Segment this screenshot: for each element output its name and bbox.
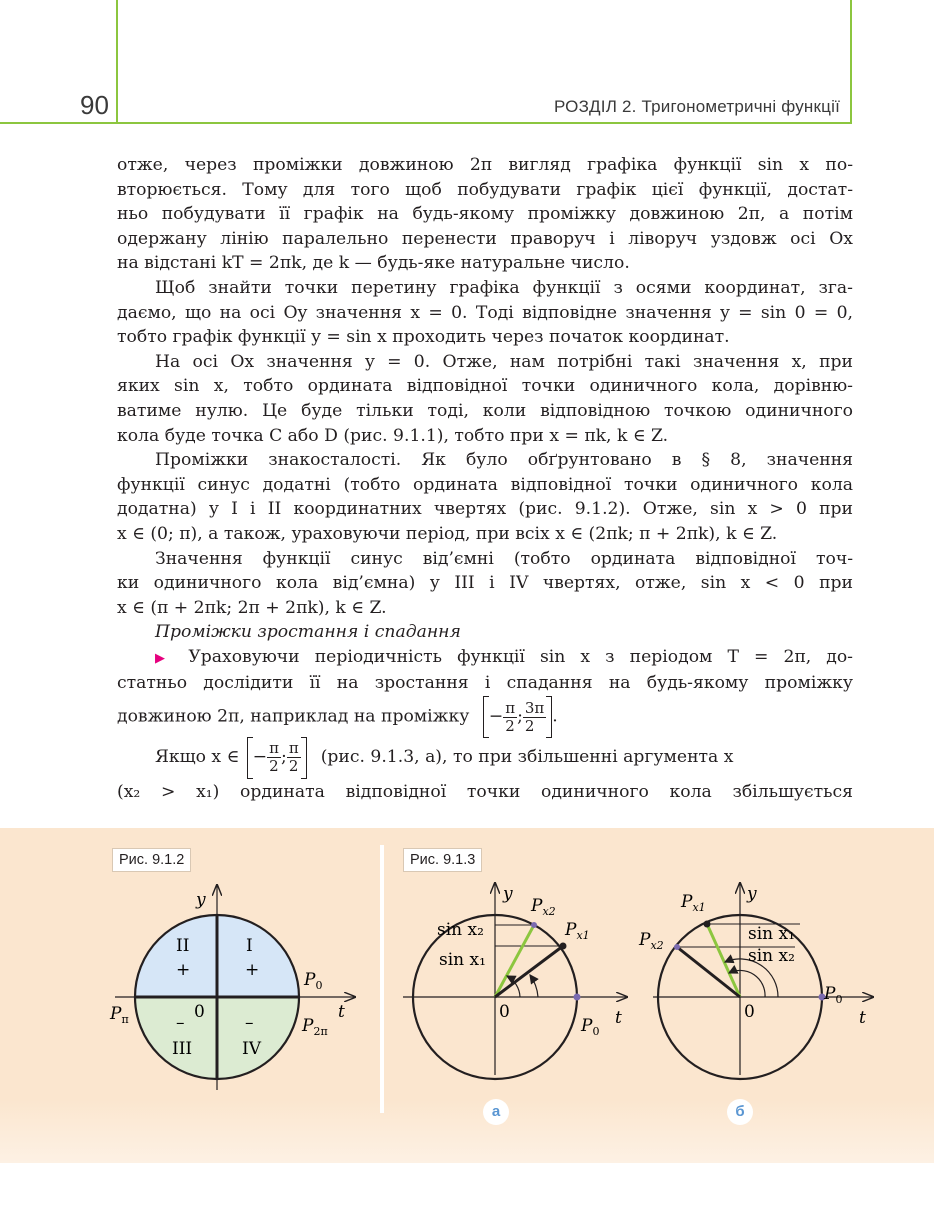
t-axis-label: t (615, 1008, 622, 1028)
bracket-right (301, 737, 307, 779)
quadrant-label-i: I (246, 936, 253, 956)
denominator: 2 (505, 716, 515, 735)
figure-caption-9-1-2: Рис. 9.1.2 (112, 848, 191, 872)
radius-x1 (707, 924, 740, 997)
denominator: 2 (269, 757, 279, 776)
sin-x1-label: sin x₁ (439, 950, 486, 970)
text-line: ки одиничного кола від’ємна) у III і IV чвертях, отже, sin x < 0 при (117, 573, 853, 594)
numerator: π (288, 739, 299, 758)
fraction (287, 740, 301, 775)
fraction (267, 740, 281, 775)
quadrant-sign-iv: – (245, 1013, 254, 1033)
fraction (503, 700, 517, 735)
point-px2 (531, 922, 537, 928)
semicolon: ; (281, 747, 287, 768)
page-number: 90 (80, 90, 109, 120)
point-label-px1: $P_{x1}$ (681, 892, 706, 914)
quadrant-label-iv: IV (242, 1039, 261, 1059)
period: . (552, 706, 558, 727)
point-label-px1: $P_{x1}$ (565, 920, 590, 942)
point-px1 (704, 921, 711, 928)
running-title: РОЗДІЛ 2. Тригонометричні функції (554, 97, 840, 116)
figure-9-1-3-a (395, 875, 640, 1075)
fraction (523, 700, 546, 735)
angle-arc-1 (530, 975, 538, 997)
text-line (117, 645, 853, 672)
text-line: кола буде точка C або D (рис. 9.1.1), тобто при x = πk, k ∈ Z. (117, 425, 669, 446)
point-label-p0: $P_0$ (581, 1016, 600, 1038)
origin-label: 0 (744, 1002, 755, 1022)
figure-separator (380, 845, 384, 1113)
sin-x1-label: sin x₁ (748, 924, 795, 944)
point-px2 (674, 944, 680, 950)
text-line: Проміжки знакосталості. Як було обґрунтовано в § 8, значення (155, 450, 853, 471)
text-line-content: (рис. 9.1.3, а), то при збільшенні аргумента x (320, 747, 734, 768)
body-text (117, 153, 853, 805)
text-line: x ∈ (0; π), а також, ураховуючи період, при всіх x ∈ (2πk; π + 2πk), k ∈ Z. (117, 523, 778, 544)
y-axis-label: y (747, 884, 757, 904)
header-hline-left (0, 122, 118, 124)
text-line (117, 696, 853, 736)
quadrant-sign-ii: + (176, 960, 191, 980)
point-label-p2pi: $P_{2\pi}$ (302, 1016, 328, 1038)
section-heading: Проміжки зростання і спадання (155, 622, 461, 643)
text-line-content: довжиною 2π, наприклад на проміжку (117, 706, 470, 727)
text-line: одержану лінію паралельно перенести праворуч і ліворуч уздовж осі Ox (117, 228, 853, 249)
text-line: На осі Ox значення y = 0. Отже, нам потрібні такі значення x, при (155, 351, 853, 372)
point-label-px2: $P_{x2}$ (639, 930, 664, 952)
quadrant-label-ii: II (176, 936, 190, 956)
sin-x2-label: sin x₂ (748, 946, 795, 966)
text-line: x ∈ (π + 2πk; 2π + 2πk), k ∈ Z. (117, 597, 387, 618)
text-line: отже, через проміжки довжиною 2π вигляд графіка функції sin x по- (117, 155, 853, 175)
triangle-bullet-icon: ▶ (155, 650, 189, 666)
numerator: π (505, 698, 516, 717)
header-vline-left (116, 0, 118, 122)
figure-background-fade (0, 1100, 934, 1163)
point-label-p0: $P_0$ (304, 970, 323, 992)
numerator: π (269, 739, 280, 758)
subfigure-label-b: б (727, 1099, 753, 1125)
figure-caption-9-1-3: Рис. 9.1.3 (403, 848, 482, 872)
interval-expression (247, 736, 307, 779)
point-p0 (574, 994, 581, 1001)
minus-sign: − (252, 747, 268, 768)
text-line: ватиме нулю. Це буде тільки тоді, коли відповідною точкою одиничного (117, 400, 853, 421)
sin-x2-label: sin x₂ (437, 920, 484, 940)
quadrant-sign-iii: – (176, 1013, 185, 1033)
text-line: на відстані kT = 2πk, де k — будь-яке натуральне число. (117, 253, 630, 274)
text-line: (x₂ > x₁) ордината відповідної точки одиничного кола збільшується (117, 782, 853, 803)
radius-x1 (495, 946, 563, 997)
radius-x2 (495, 925, 534, 997)
text-line: вторюється. Тому для того щоб побудувати графік цієї функції, достат- (117, 179, 853, 200)
y-axis-label: y (196, 890, 206, 910)
text-line: функції синус додатні (тобто ордината відповідної точки одиничного кола (117, 474, 853, 495)
t-axis-label: t (338, 1002, 345, 1022)
text-line: даємо, що на осі Oy значення x = 0. Тоді відповідне значення y = sin 0 = 0, (117, 302, 853, 323)
denominator: 2 (524, 716, 535, 735)
text-line: яких sin x, тобто ордината відповідної точки одиничного кола, дорівню- (117, 376, 853, 397)
minus-sign: − (488, 706, 504, 727)
text-line: ньо побудувати її графік на будь-якому проміжку довжиною 2π, а потім (117, 204, 853, 225)
origin-label: 0 (194, 1002, 205, 1022)
text-line-content: Ураховуючи періодичність функції sin x з періодом T = 2π, до- (188, 646, 853, 667)
figure-9-1-2-unit-circle (100, 875, 370, 1095)
t-axis-label: t (859, 1008, 866, 1028)
header-vline-right (850, 0, 852, 122)
quadrant-sign-i: + (245, 960, 260, 980)
figure-9-1-3-b (639, 875, 890, 1075)
point-px1 (560, 943, 567, 950)
subfigure-label-a: а (483, 1099, 509, 1125)
interval-expression (483, 696, 558, 738)
point-label-ppi: $P_\pi$ (110, 1004, 129, 1026)
text-line (117, 736, 853, 778)
text-line: тобто графік функції y = sin x проходить через початок координат. (117, 327, 730, 348)
semicolon: ; (517, 706, 523, 727)
y-axis-label: y (503, 884, 513, 904)
text-line: Значення функції синус від’ємні (тобто ордината відповідної точ- (155, 548, 853, 569)
quadrant-label-iii: III (172, 1039, 193, 1059)
text-line-content: Якщо x ∈ (155, 747, 240, 768)
text-line: статньо дослідити її на зростання і спадання на будь-якому проміжку (117, 673, 853, 694)
point-label-p0: $P_0$ (824, 984, 843, 1006)
header-hline-right (116, 122, 852, 124)
numerator: 3π (524, 698, 545, 717)
text-line: Щоб знайти точки перетину графіка функції з осями координат, зга- (155, 277, 853, 298)
point-label-px2: $P_{x2}$ (531, 896, 556, 918)
origin-label: 0 (499, 1002, 510, 1022)
denominator: 2 (288, 757, 299, 776)
text-line: додатна) у I і II координатних чвертях (рис. 9.1.2). Отже, sin x > 0 при (117, 499, 853, 520)
